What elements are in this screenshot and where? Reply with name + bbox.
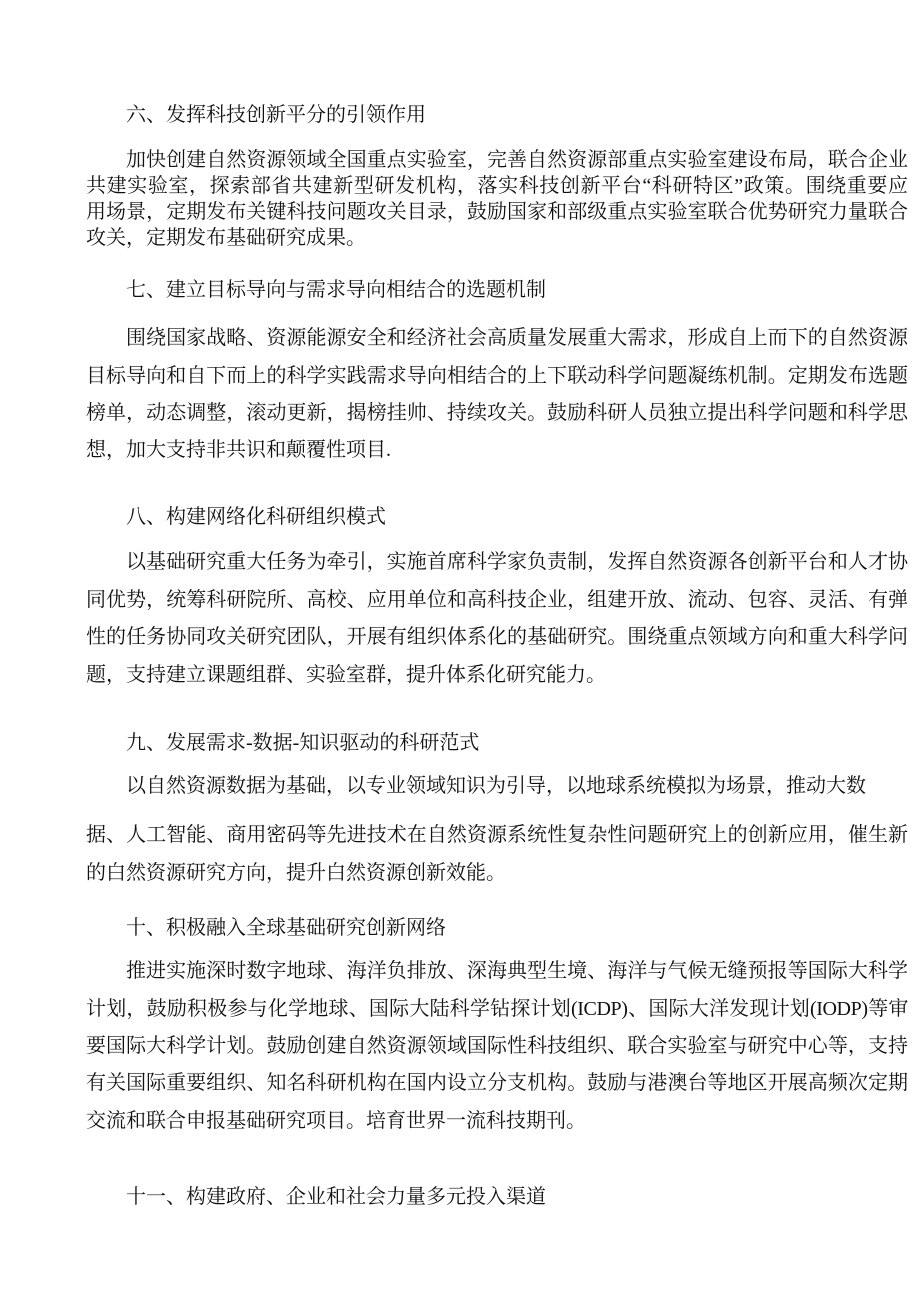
paragraph-line: 围绕国家战略、资源能源安全和经济社会高质量发展重大需求，形成自上而下的自然资源 xyxy=(126,327,908,349)
paragraph-line: 的白然资源研究方向，提升白然资源创新效能。 xyxy=(86,862,506,884)
paragraph-line: 性的任务协同攻关研究团队，开展有组织体系化的基础研究。围绕重点领域方向和重大科学问 xyxy=(86,626,908,648)
paragraph-line: 目标导向和自下而上的科学实践需求导向相结合的上下联动科学问题凝练机制。定期发布选题 xyxy=(86,365,908,387)
paragraph-line: 用场景，定期发布关键科技问题攻关目录，鼓励国家和部级重点实验室联合优势研究力量联合 xyxy=(86,201,908,223)
paragraph-line: 榜单，动态调整，滚动更新，揭榜挂帅、持续攻关。鼓励科研人员独立提出科学问题和科学思 xyxy=(86,402,908,424)
paragraph-line: 题，支持建立课题组群、实验室群，提升体系化研究能力。 xyxy=(86,664,606,686)
paragraph-line: 推进实施深时数字地球、海洋负排放、深海典型生境、海洋与气候无缝预报等国际大科学 xyxy=(126,960,908,982)
section-heading: 六、发挥科技创新平分的引领作用 xyxy=(126,104,426,126)
paragraph-line: 据、人工智能、商用密码等先进技术在自然资源系统性复杂性问题研究上的创新应用，催生新 xyxy=(86,824,908,846)
paragraph-line: 攻关，定期发布基础研究成果。 xyxy=(86,227,366,249)
section-heading: 七、建立目标导向与需求导向相结合的选题机制 xyxy=(126,279,546,301)
paragraph-line: 共建实验室，探索部省共建新型研发机构，落实科技创新平台“科研特区”政策。围绕重要应 xyxy=(86,175,908,197)
section-heading: 九、发展需求-数据-知识驱动的科研范式 xyxy=(126,732,480,754)
paragraph-line: 想，加大支持非共识和颠覆性项目. xyxy=(86,439,391,461)
paragraph-line: 以基础研究重大任务为牵引，实施首席科学家负责制，发挥自然资源各创新平台和人才协 xyxy=(126,551,908,573)
paragraph-line: 加快创建自然资源领域全国重点实验室，完善自然资源部重点实验室建设布局，联合企业 xyxy=(126,149,908,171)
section-heading: 八、构建网络化科研组织模式 xyxy=(126,506,386,528)
paragraph-line: 以自然资源数据为基础，以专业领域知识为引导，以地球系统模拟为场景，推动大数 xyxy=(126,775,866,797)
paragraph-line: 计划，鼓励积极参与化学地球、国际大陆科学钻探计划(ICDP)、国际大洋发现计划(IODP)等审 xyxy=(86,998,908,1020)
paragraph-line: 有关国际重要组织、知名科研机构在国内设立分支机构。鼓励与港澳台等地区开展高频次定期 xyxy=(86,1072,908,1094)
section-heading: 十、积极融入全球基础研究创新网络 xyxy=(126,917,446,939)
paragraph-line: 要国际大科学计划。鼓励创建自然资源领域国际性科技组织、联合实验室与研究中心等，支持 xyxy=(86,1035,908,1057)
section-heading: 十一、构建政府、企业和社会力量多元投入渠道 xyxy=(126,1186,546,1208)
paragraph-line: 交流和联合申报基础研究项目。培育世界一流科技期刊。 xyxy=(86,1110,586,1132)
paragraph-line: 同优势，统筹科研院所、高校、应用单位和高科技企业，组建开放、流动、包容、灵活、有弹 xyxy=(86,589,908,611)
